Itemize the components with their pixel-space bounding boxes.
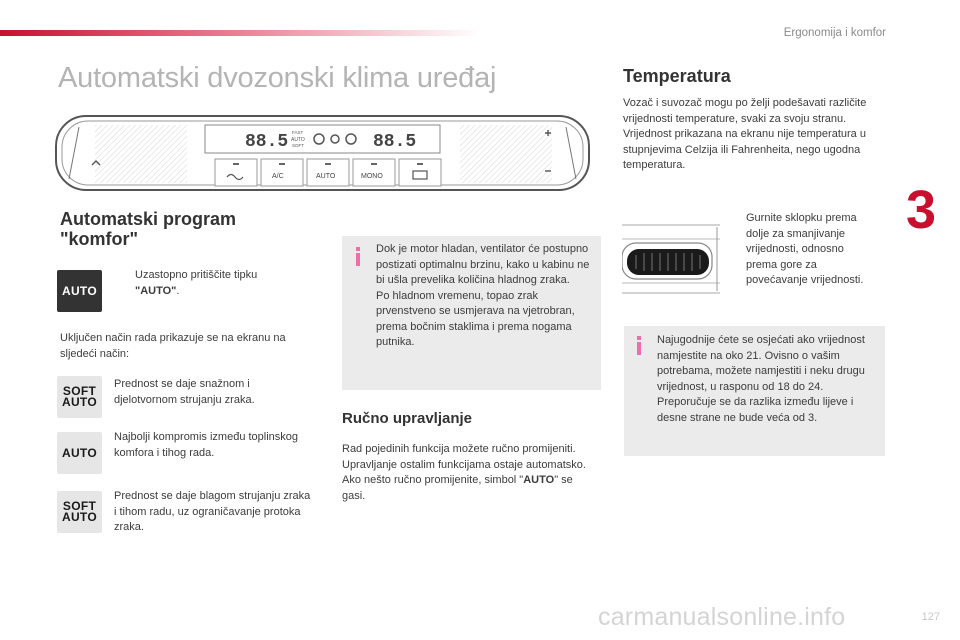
mode-description-1: Prednost se daje snažnom i djelotvornom strujanju zraka. bbox=[114, 378, 255, 406]
manual-text-end: " se gasi. bbox=[342, 474, 573, 502]
panel-mode-fast: FAST bbox=[292, 130, 304, 135]
panel-right-temp: 88.5 bbox=[373, 132, 417, 152]
mode-description-2: Najbolji kompromis između toplinskog komfora i tihog rada. bbox=[114, 431, 299, 459]
page-title: Automatski dvozonski klima uređaj bbox=[58, 62, 497, 94]
mode-intro-text: Uključen način rada prikazuje se na ekranu na sljedeći način: bbox=[60, 332, 286, 360]
mode-badge-line1: AUTO bbox=[62, 445, 97, 460]
chapter-number: 3 bbox=[906, 180, 937, 240]
auto-press-end: . bbox=[176, 284, 180, 297]
info-box-temperature bbox=[624, 326, 885, 456]
auto-press-bullet bbox=[116, 268, 306, 299]
info-icon bbox=[356, 253, 360, 266]
auto-press-key: "AUTO" bbox=[135, 284, 177, 297]
auto-key-badge bbox=[57, 270, 102, 312]
panel-mono-button: MONO bbox=[361, 173, 383, 180]
climate-control-panel-illustration bbox=[55, 115, 590, 191]
header-accent-bar bbox=[0, 30, 480, 36]
panel-left-temp: 88.5 bbox=[245, 132, 289, 152]
watermark: carmanualsonline.info bbox=[598, 603, 846, 631]
info-temperature-text: Najugodnije ćete se osjećati ako vrijednost namjestite na oko 21. Ovisno o vašim potrebama, možete namjestiti i neku drugu vrijednost, u rasponu od 18 do 24. Preporučuje se da razlika između lijeve i desne strane ne bude veća od 3. bbox=[657, 334, 865, 424]
mode-badge-line1: SOFT bbox=[62, 499, 97, 513]
mode-description-3: Prednost se daje blagom strujanju zraka i tihom radu, uz ograničavanje protoka zraka. bbox=[114, 490, 311, 533]
auto-program-title-line1: Automatski program bbox=[60, 209, 237, 229]
temperature-bullet-text: Gurnite sklopku prema dolje za smanjivanje vrijednosti, odnosno prema gore za povećavanje vrijednosti. bbox=[746, 212, 864, 286]
panel-ac-button: A/C bbox=[272, 173, 284, 180]
auto-press-text: Uzastopno pritiščite tipku bbox=[135, 269, 258, 281]
manual-text-key: AUTO bbox=[523, 474, 555, 486]
auto-program-title-line2: "komfor" bbox=[60, 229, 139, 249]
panel-mode-auto: AUTO bbox=[291, 137, 305, 143]
temperature-title: Temperatura bbox=[623, 66, 731, 86]
mode-badge-soft-auto-1 bbox=[57, 376, 102, 418]
mode-badge-line2: AUTO bbox=[62, 395, 97, 409]
temperature-switch-bullet bbox=[727, 211, 877, 289]
auto-program-title bbox=[60, 209, 236, 249]
temperature-switch-illustration bbox=[622, 215, 720, 297]
manual-title: Ručno upravljanje bbox=[342, 410, 473, 427]
page-number: 127 bbox=[921, 611, 940, 623]
manual-text-main: Rad pojedinih funkcija možete ručno promijeniti. Upravljanje ostalim funkcijama ostaje automatsko. Ako nešto ručno promijenite, simbol " bbox=[342, 443, 586, 486]
chapter-title: Ergonomija i komfor bbox=[783, 27, 886, 39]
info-icon bbox=[637, 342, 641, 355]
panel-auto-button: AUTO bbox=[316, 173, 336, 180]
auto-key-label: AUTO bbox=[62, 283, 97, 298]
mode-badge-line2: AUTO bbox=[62, 510, 97, 524]
info-cold-text: Dok je motor hladan, ventilator će postupno postizati optimalnu brzinu, kako u kabinu ne bi ušla prevelika količina hladnog zraka. Po hladnom vremenu, topao zrak prvenstveno se usmjerava na vjetrobran, prema bočnim staklima i prema nogama putnika. bbox=[376, 243, 590, 348]
mode-badge-line1: SOFT bbox=[62, 384, 97, 398]
mode-badge-auto bbox=[57, 432, 102, 474]
panel-mode-soft: SOFT bbox=[292, 143, 304, 148]
manual-text bbox=[342, 442, 592, 504]
mode-badge-soft-auto-2 bbox=[57, 491, 102, 533]
info-box-cold-engine bbox=[342, 236, 601, 390]
temperature-text: Vozač i suvozač mogu po želji podešavati različite vrijednosti temperature, svaki za svoju stranu. Vrijednost prikazana na ekranu nije temperatura u stupnjevima Celzija ili Fahrenheita, nego ugodna temperatura. bbox=[623, 97, 867, 171]
